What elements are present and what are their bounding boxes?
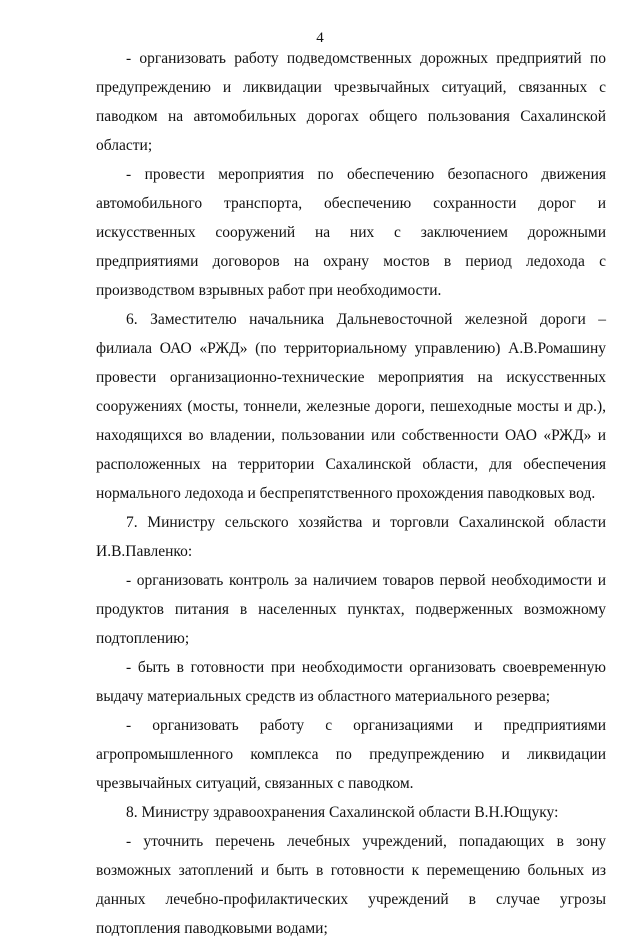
paragraph-agriculture-bullet-2: - быть в готовности при необходимости организовать своевременную выдачу материальных средств из областного материального резерва;: [96, 659, 606, 705]
paragraph-agriculture-bullet-3: - организовать работу с организациями и предприятиями агропромышленного комплекса по предупреждению и ликвидации чрезвычайных ситуаций, связанных с паводком.: [96, 717, 606, 792]
paragraph-roads-bullet-1: - организовать работу подведомственных дорожных предприятий по предупреждению и ликвидации чрезвычайных ситуаций, связанных с паводком на автомобильных дорогах общего пользования Сахалинской области;: [96, 50, 606, 154]
paragraph-item-6-railway: 6. Заместителю начальника Дальневосточной железной дороги – филиала ОАО «РЖД» (по территориальному управлению) А.В.Ромашину провести организационно-технические мероприятия на искусственных сооружениях (мосты, тоннели, железные дороги, пешеходные мосты и др.), находящихся во владении, пользовании или собственности ОАО «РЖД» и расположенных на территории Сахалинской области, для обеспечения нормального ледохода и беспрепятственного прохождения паводковых вод.: [96, 311, 606, 502]
paragraph-health-bullet-1: - уточнить перечень лечебных учреждений, попадающих в зону возможных затоплений и быть в готовности к перемещению больных из данных лечебно-профилактических учреждений в случае угрозы подтопления паводковыми водами;: [96, 833, 606, 937]
paragraph-roads-bullet-2: - провести мероприятия по обеспечению безопасного движения автомобильного транспорта, обеспечению сохранности дорог и искусственных сооружений на них с заключением дорожными предприятиями договоров на охрану мостов в период ледохода с производством взрывных работ при необходимости.: [96, 166, 606, 299]
paragraph-item-7-agriculture: 7. Министру сельского хозяйства и торговли Сахалинской области И.В.Павленко:: [96, 514, 606, 560]
paragraph-agriculture-bullet-1: - организовать контроль за наличием товаров первой необходимости и продуктов питания в населенных пунктах, подверженных возможному подтоплению;: [96, 572, 606, 647]
document-body: [96, 44, 606, 943]
paragraph-item-8-health: 8. Министру здравоохранения Сахалинской области В.Н.Ющуку:: [126, 804, 559, 821]
page-number: 4: [316, 30, 324, 46]
